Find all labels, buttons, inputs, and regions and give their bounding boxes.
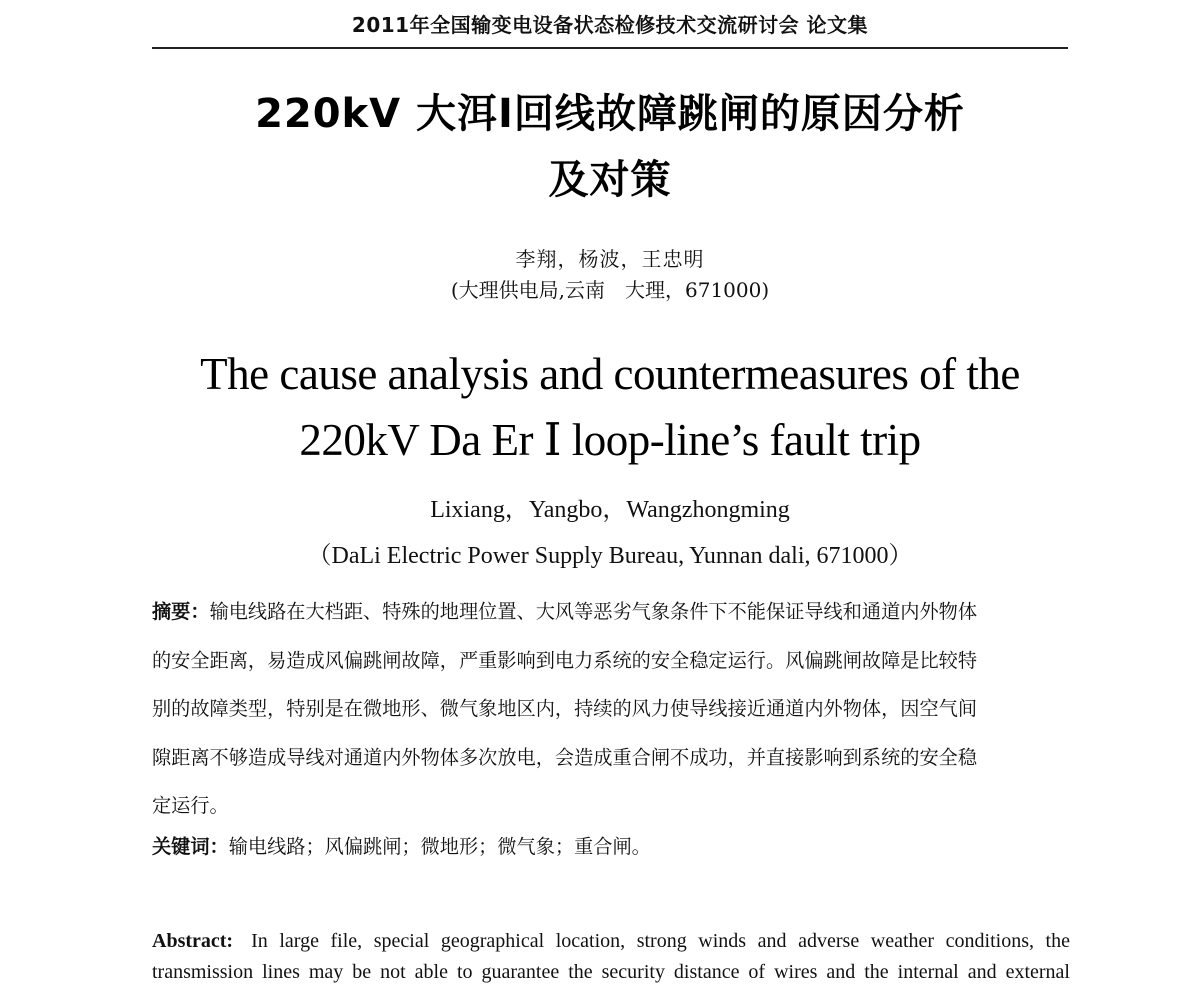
keywords-cn-text: 输电线路；风偏跳闸；微地形；微气象；重合闸。 [228, 835, 651, 858]
abstract-cn-line-3: 别的故障类型，特别是在微地形、微气象地区内，持续的风力使导线接近通道内外物体，因空气间 [152, 697, 978, 720]
abstract-cn-label: 摘要： [152, 600, 210, 623]
authors-cn: 李翔，杨波，王忠明 [515, 247, 705, 271]
abstract-en-text-1: In large file, special geographical location, strong winds and adverse weather conditions, the [251, 930, 1070, 952]
abstract-en-label: Abstract: [152, 930, 234, 952]
keywords-cn-label: 关键词： [152, 835, 229, 858]
abstract-cn-text: 输电线路在大档距、特殊的地理位置、大风等恶劣气象条件下不能保证导线和通道内外物体 [209, 600, 978, 623]
abstract-en-line-2: transmission lines may be not able to guarantee the security distance of wires and the internal and external [152, 961, 1070, 983]
running-header: 2011年全国输变电设备状态检修技术交流研讨会 论文集 [351, 13, 869, 37]
abstract-cn-line-5: 定运行。 [152, 794, 229, 817]
affiliation-en: （DaLi Electric Power Supply Bureau, Yunnan dali, 671000） [307, 543, 913, 569]
abstract-en [152, 926, 1070, 988]
title-cn-line-2: 及对策 [548, 157, 672, 203]
abstract-en-line-1 [152, 926, 1070, 957]
abstract-cn [152, 588, 1072, 831]
title-en-line-2: 220kV Da Er Ⅰ loop-line’s fault trip [299, 415, 921, 465]
affiliation-cn: (大理供电局,云南 大理，671000) [450, 278, 770, 302]
keywords-cn [152, 832, 1072, 862]
abstract-cn-line-1 [152, 588, 1072, 637]
title-en-line-1: The cause analysis and countermeasures of the [200, 349, 1020, 399]
abstract-cn-line-2: 的安全距离，易造成风偏跳闸故障，严重影响到电力系统的安全稳定运行。风偏跳闸故障是比较特 [152, 648, 978, 672]
header-rule-divider [152, 47, 1068, 49]
abstract-cn-line-4: 隙距离不够造成导线对通道内外物体多次放电，会造成重合闸不成功，并直接影响到系统的安全稳 [152, 745, 978, 769]
authors-en: Lixiang，Yangbo，Wangzhongming [430, 497, 790, 523]
title-cn-line-1: 220kV 大洱Ⅰ回线故障跳闸的原因分析 [255, 91, 965, 137]
